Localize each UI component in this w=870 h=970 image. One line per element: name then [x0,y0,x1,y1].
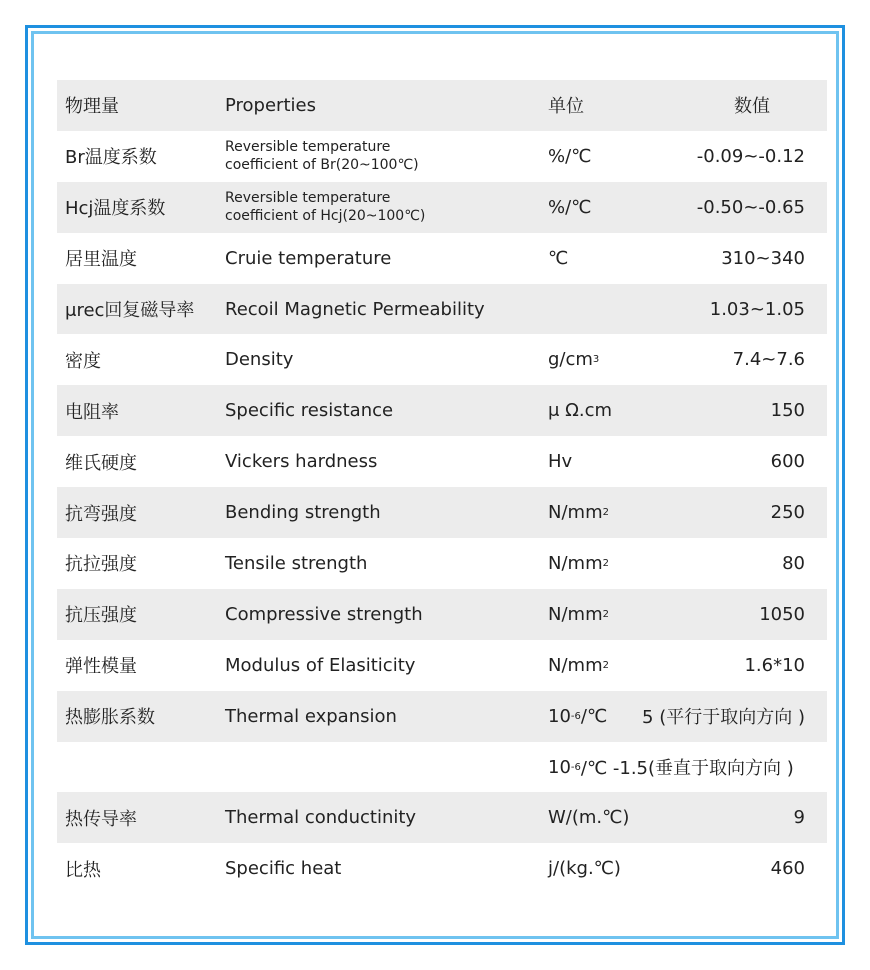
row-cn: 弹性模量 [65,656,137,678]
unit-sup: 2 [602,659,609,671]
table-row [57,385,827,436]
row-unit [548,691,607,742]
row-en: Thermal expansion [225,705,397,727]
unit-sup: 2 [602,608,609,620]
unit-sup: 2 [602,507,609,519]
row-en-line2: coefficient of Br(20~100℃) [225,157,419,174]
row-unit [548,487,609,538]
row-cn: 抗弯强度 [65,503,137,525]
row-en: Density [225,349,294,371]
table-row [57,131,827,182]
row-en [225,131,419,182]
row-unit [548,742,794,793]
row-en: Specific resistance [225,400,394,422]
row-value: 600 [770,451,805,473]
unit-base: N/mm [548,502,603,524]
table-row [57,691,827,742]
row-value: 1.03~1.05 [709,298,805,320]
header-unit: 单位 [548,96,584,118]
row-unit [548,640,609,691]
unit-base: g/cm [548,349,593,371]
header-cn: 物理量 [65,96,119,118]
row-value: 5 (平行于取向方向 ) [642,707,805,729]
row-value: 80 [782,552,805,574]
row-value: 1.6*10 [744,654,805,676]
header-en: Properties [225,94,316,116]
row-en: Tensile strength [225,552,368,574]
table-row [57,843,827,894]
properties-table [57,80,827,894]
unit-tail: /℃ -1.5(垂直于取向方向 ) [580,758,794,780]
table-row [57,436,827,487]
row-cn: 比热 [65,859,101,881]
table-row [57,334,827,385]
table-row [57,792,827,843]
row-cn: 维氏硬度 [65,452,137,474]
row-en: Compressive strength [225,603,423,625]
row-cn: 抗压强度 [65,605,137,627]
row-unit: %/℃ [548,145,592,167]
row-en-line2: coefficient of Hcj(20~100℃) [225,208,426,225]
row-cn: 抗拉强度 [65,554,137,576]
unit-sup: 2 [602,557,609,569]
row-en: Recoil Magnetic Permeability [225,298,485,320]
table-row [57,538,827,589]
row-unit: W/(m.℃) [548,807,630,829]
row-en-line1: Reversible temperature [225,139,391,156]
row-cn: μrec回复磁导率 [65,300,195,321]
row-cn: 电阻率 [65,401,119,423]
row-cn: 密度 [65,350,101,372]
row-unit: Hv [548,451,573,473]
row-en: Modulus of Elasiticity [225,654,416,676]
row-unit: ℃ [548,247,569,269]
unit-base: N/mm [548,603,603,625]
unit-base: 10 [548,756,571,778]
row-en: Vickers hardness [225,451,378,473]
row-en-line1: Reversible temperature [225,190,391,207]
table-row [57,487,827,538]
table-row [57,284,827,335]
unit-tail: /℃ [580,705,608,727]
row-cn: Br温度系数 [65,147,157,169]
unit-sup: -6 [570,761,581,773]
row-value: 7.4~7.6 [732,349,805,371]
row-value: 150 [770,400,805,422]
table-row [57,742,827,793]
row-value: 1050 [759,603,805,625]
unit-sup: -6 [570,710,581,722]
row-cn: Hcj温度系数 [65,198,166,220]
unit-base: N/mm [548,654,603,676]
row-value: 250 [770,502,805,524]
unit-sup: 3 [592,354,600,366]
unit-base: 10 [548,705,571,727]
row-value: -0.50~-0.65 [696,196,805,218]
row-en: Specific heat [225,858,342,880]
table-row [57,640,827,691]
row-unit [548,538,609,589]
header-value: 数值 [734,96,770,118]
row-en: Cruie temperature [225,247,392,269]
row-cn: 热传导率 [65,808,137,830]
row-unit: %/℃ [548,196,592,218]
table-row [57,589,827,640]
row-value: 460 [770,858,805,880]
unit-base: N/mm [548,552,603,574]
row-en [225,182,425,233]
row-cn: 热膨胀系数 [65,707,155,729]
row-unit: μ Ω.cm [548,400,613,422]
row-value: 310~340 [721,247,805,269]
table-row [57,233,827,284]
row-cn: 居里温度 [65,249,137,271]
row-value: -0.09~-0.12 [696,145,805,167]
row-value: 9 [793,807,805,829]
row-unit [548,334,599,385]
table-header [57,80,827,131]
table-row [57,182,827,233]
row-en: Bending strength [225,502,381,524]
row-unit [548,589,609,640]
row-en: Thermal conductinity [225,807,417,829]
row-unit: j/(kg.℃) [548,858,621,880]
